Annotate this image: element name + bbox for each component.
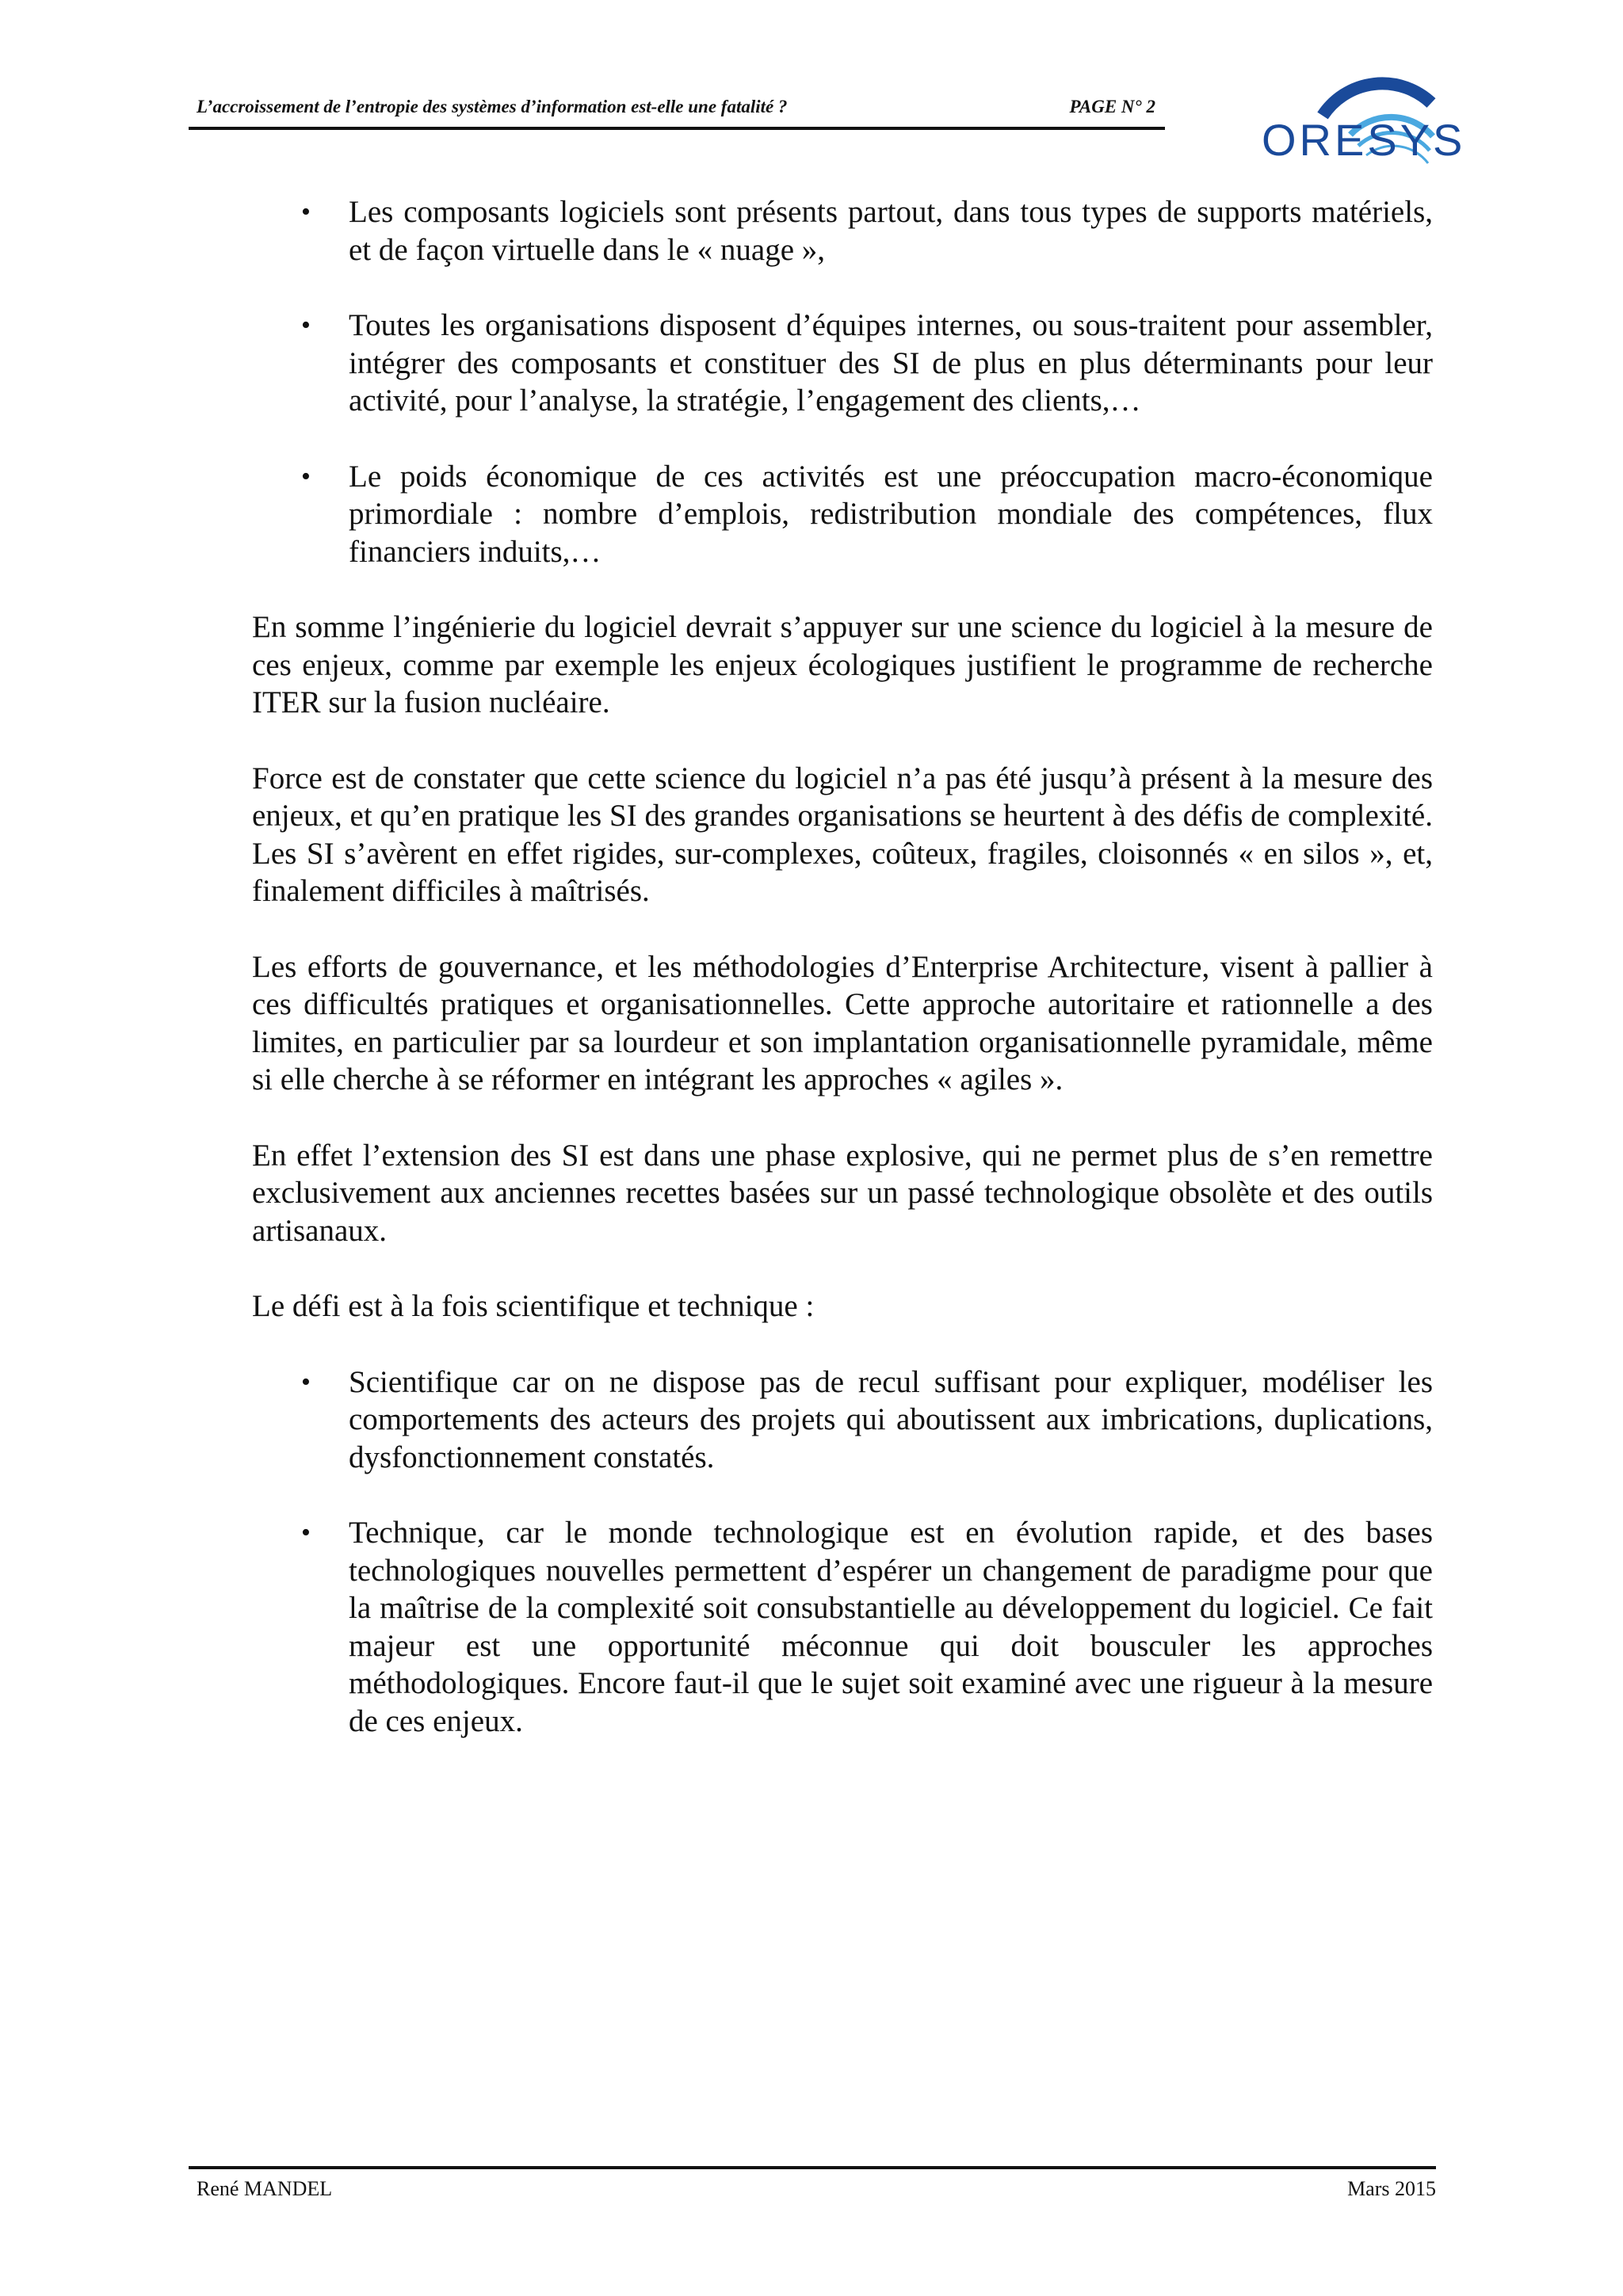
footer-author: René MANDEL	[197, 2177, 333, 2200]
bullet-icon: •	[301, 1367, 311, 1397]
list-item	[252, 307, 1433, 420]
footer-date: Mars 2015	[1347, 2177, 1436, 2200]
list-item-text: Technique, car le monde technologique est en évolution rapide, et des bases technologiques nouvelles permettent d’espérer un changement de paradigme pour que la maîtrise de la complexité soit consubstantielle au développement du logiciel. Ce fait majeur est une opportunité méconnue qui doit bousculer les approches méthodologiques. Encore faut-il que le sujet soit examiné avec une rigueur à la mesure de ces enjeux.	[349, 1516, 1433, 1738]
paragraph: En effet l’extension des SI est dans une phase explosive, qui ne permet plus de s’en remettre exclusivement aux anciennes recettes basées sur un passé technologique obsolète et des outils artisanaux.	[252, 1138, 1433, 1248]
list-item	[252, 1363, 1433, 1477]
bullet-icon: •	[301, 1518, 311, 1547]
bullet-icon: •	[301, 311, 311, 340]
list-item-text: Scientifique car on ne dispose pas de recul suffisant pour expliquer, modéliser les comportements des acteurs des projets qui aboutissent aux imbrications, duplications, dysfonctionnement constatés.	[349, 1364, 1433, 1474]
list-item-text: Les composants logiciels sont présents partout, dans tous types de supports matériels, et de façon virtuelle dans le « nuage »,	[349, 195, 1433, 267]
list-item-text: Le poids économique de ces activités est une préoccupation macro-économique primordiale : nombre d’emplois, redistribution mondiale des compétences, flux financiers induits,…	[349, 459, 1433, 569]
document-title: L’accroissement de l’entropie des systèmes d’information est-elle une fatalité ?	[197, 97, 788, 116]
page-number: PAGE N° 2	[1069, 97, 1155, 116]
oresys-logo	[1247, 68, 1466, 187]
document-body	[252, 193, 1433, 1740]
bullet-icon: •	[301, 197, 311, 227]
logo-text: ORESYS	[1262, 115, 1466, 165]
paragraph: Le défi est à la fois scientifique et technique :	[252, 1289, 815, 1323]
list-item	[252, 1514, 1433, 1740]
bullet-list-1	[252, 193, 1433, 570]
paragraph: Les efforts de gouvernance, et les méthodologies d’Enterprise Architecture, visent à pallier à ces difficultés pratiques et organisationnelles. Cette approche autoritaire et rationnelle a des limites, en particulier par sa lourdeur et son implantation organisationnelle pyramidale, même si elle cherche à se réformer en intégrant les approches « agiles ».	[252, 949, 1433, 1097]
bullet-list-2	[252, 1363, 1433, 1741]
paragraph: Force est de constater que cette science du logiciel n’a pas été jusqu’à présent à la mesure des enjeux, et qu’en pratique les SI des grandes organisations se heurtent à des défis de complexité. Les SI s’avèrent en effet rigides, sur-complexes, coûteux, fragiles, cloisonnés « en silos », et, finalement difficiles à maîtrisés.	[252, 761, 1433, 908]
bullet-icon: •	[301, 461, 311, 491]
list-item-text: Toutes les organisations disposent d’équipes internes, ou sous-traitent pour assembler, intégrer des composants et constituer des SI de plus en plus déterminants pour leur activité, pour l’analyse, la stratégie, l’engagement des clients,…	[349, 308, 1433, 418]
list-item	[252, 193, 1433, 269]
page-header	[189, 97, 1165, 130]
page-footer	[189, 2166, 1436, 2201]
list-item	[252, 458, 1433, 571]
paragraph: En somme l’ingénierie du logiciel devrait s’appuyer sur une science du logiciel à la mesure de ces enjeux, comme par exemple les enjeux écologiques justifient le programme de recherche ITER sur la fusion nucléaire.	[252, 610, 1433, 719]
